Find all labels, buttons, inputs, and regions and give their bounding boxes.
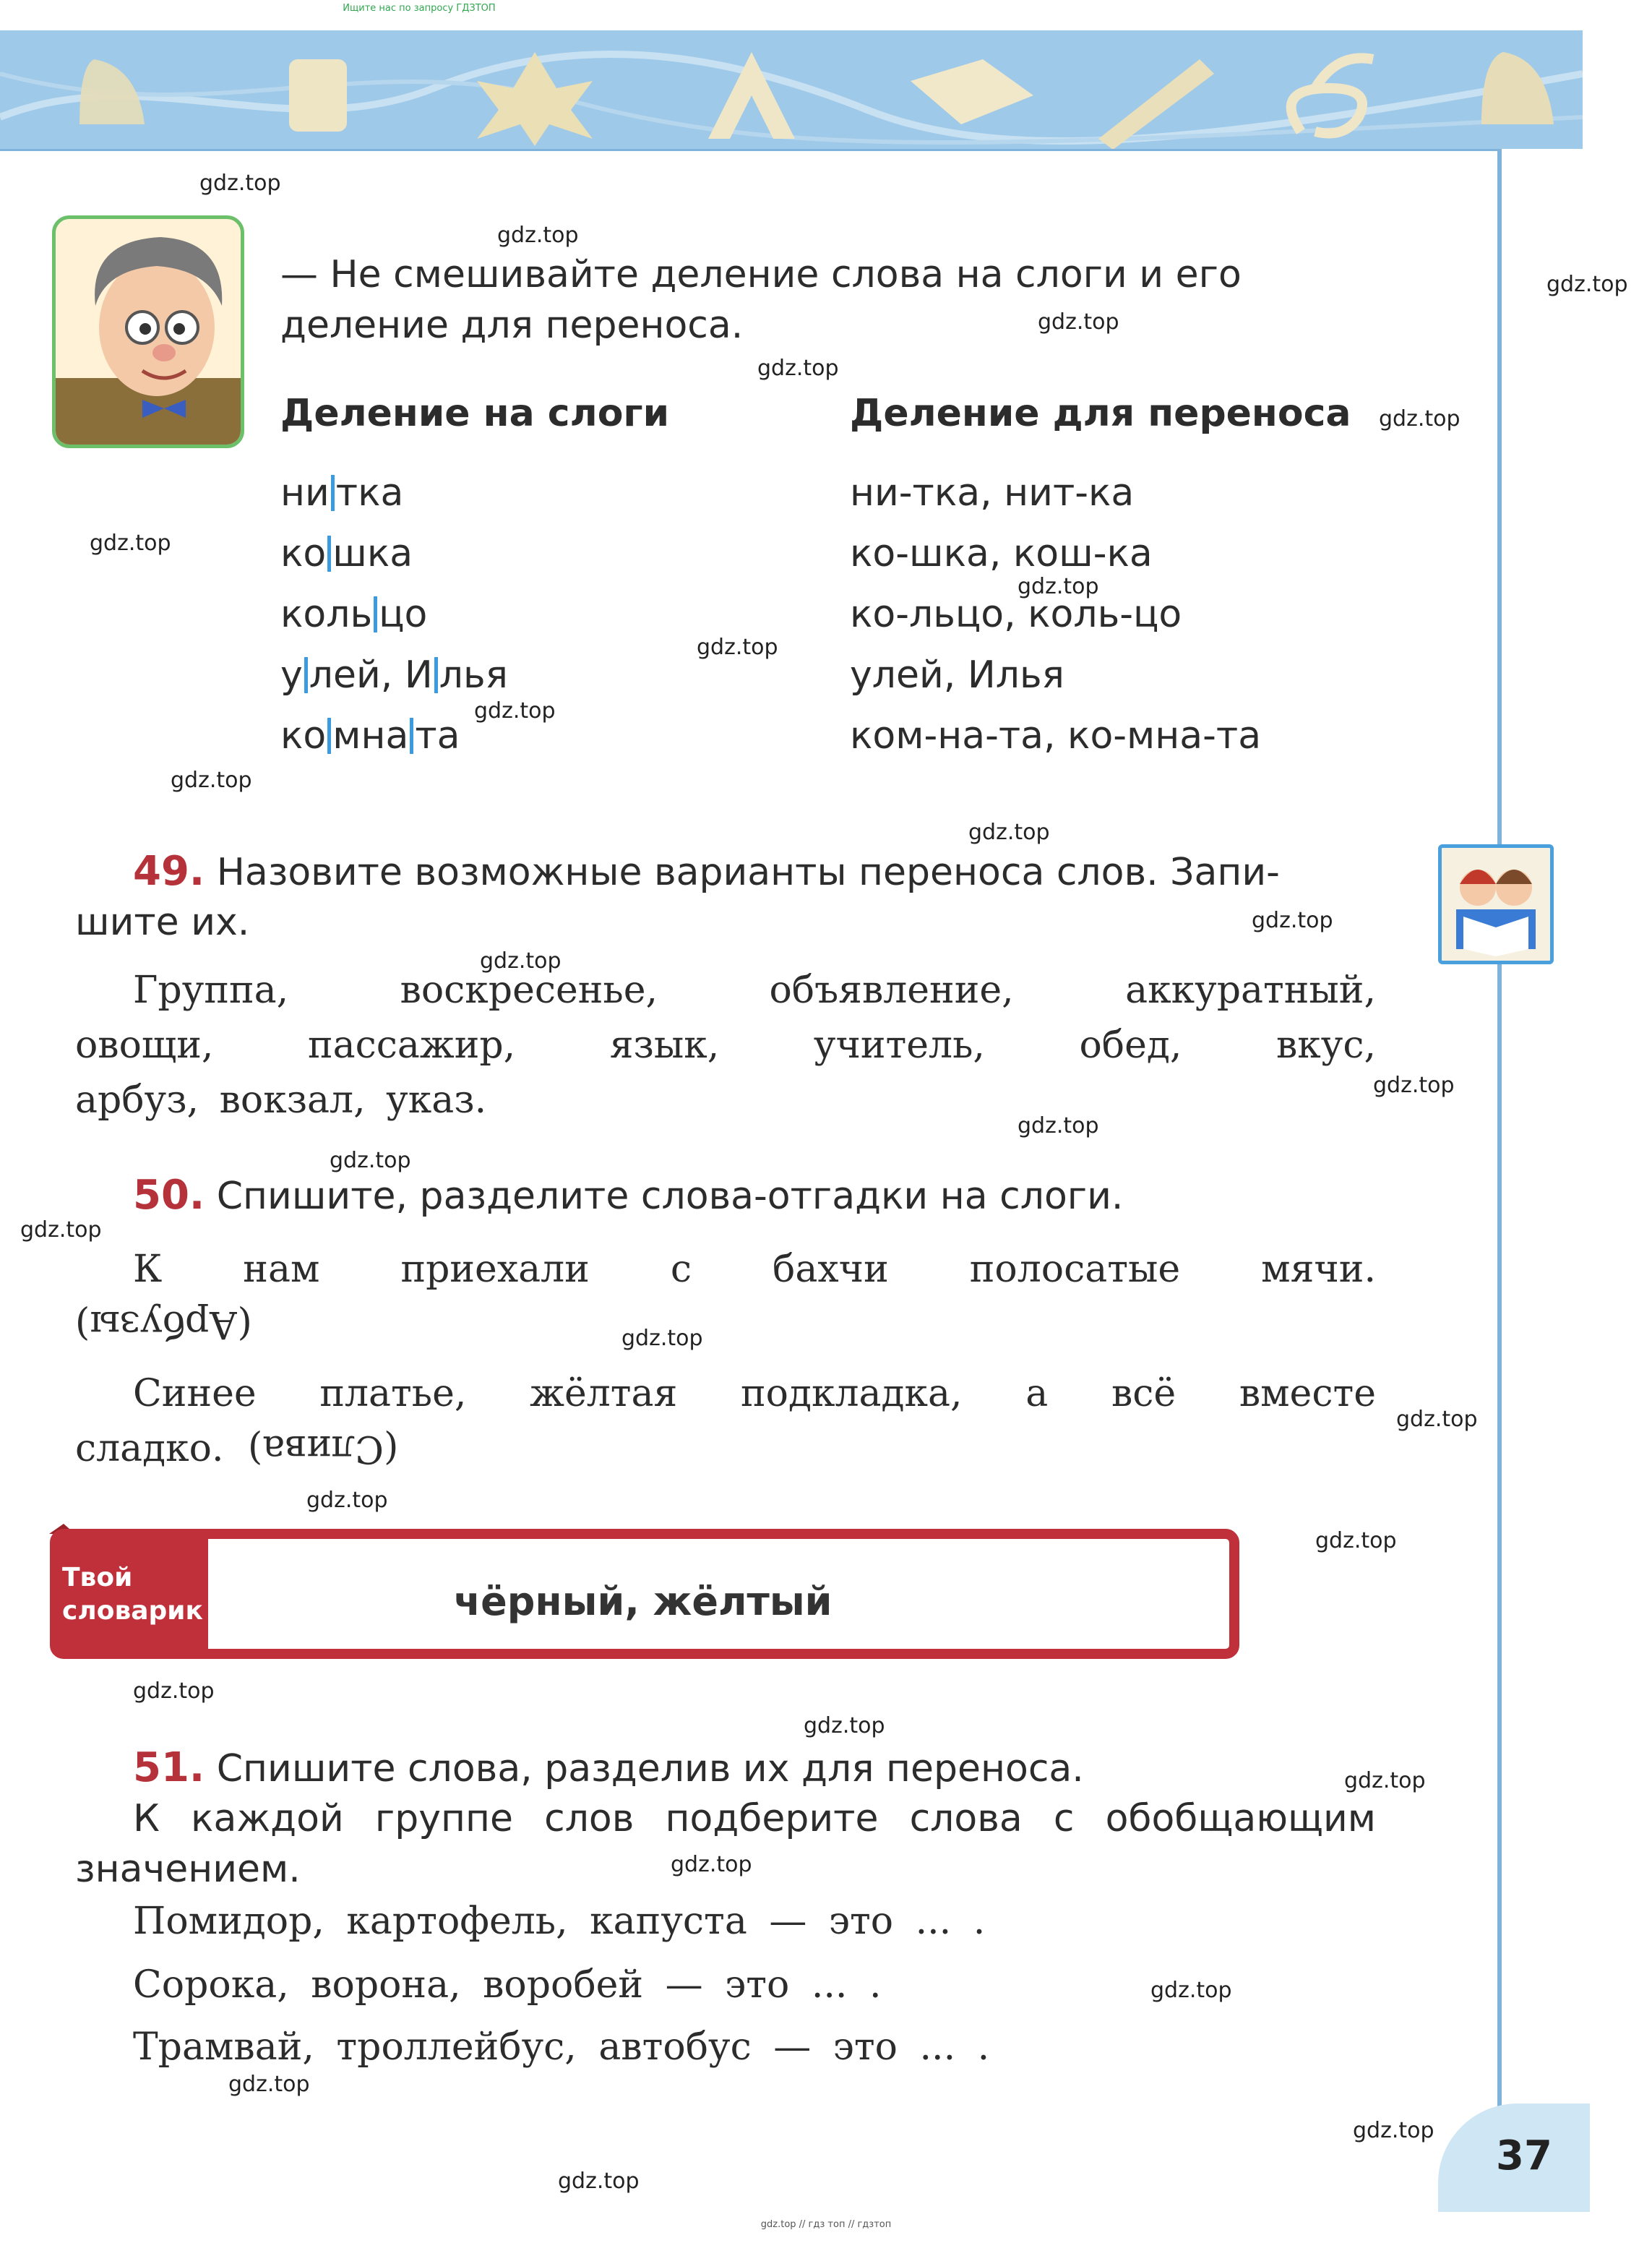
watermark: gdz.top — [1373, 1073, 1455, 1098]
watermark: gdz.top — [1379, 406, 1460, 432]
syllable: коль — [280, 593, 373, 636]
watermark: gdz.top — [757, 356, 839, 381]
syllable: шка — [332, 532, 413, 575]
syllable: та — [415, 714, 460, 758]
watermark: gdz.top — [1546, 272, 1628, 297]
watermark: gdz.top — [1252, 908, 1333, 933]
watermark: gdz.top — [621, 1326, 703, 1351]
watermark: gdz.top — [1344, 1768, 1426, 1793]
ex49-task: Назовите возможные варианты переноса слов. Запи- — [216, 851, 1280, 894]
syllable-row-5 — [280, 710, 460, 762]
watermark: gdz.top — [697, 635, 778, 660]
watermark: gdz.top — [558, 2169, 640, 2194]
watermark: gdz.top — [968, 820, 1050, 845]
hyphen-row-1: ни-тка, нит-ка — [850, 471, 1135, 515]
watermark: gdz.top — [20, 1217, 102, 1243]
ex51-line-1: Помидор, картофель, капуста — это ... . — [133, 1900, 986, 1943]
syllable-divider — [331, 475, 335, 511]
watermark: gdz.top — [90, 531, 171, 556]
watermark: gdz.top — [1353, 2118, 1434, 2143]
syllable: лья — [439, 653, 508, 697]
watermark: gdz.top — [306, 1488, 388, 1513]
bottom-note: gdz.top // гдз топ // гдзтоп — [760, 2219, 892, 2230]
letter-e-icon — [289, 59, 347, 132]
syllable: мна — [332, 714, 409, 758]
syllable-row-4 — [280, 649, 508, 701]
upside-down-answer: (Слива) — [247, 1427, 398, 1470]
syllable-divider — [304, 657, 308, 693]
watermark: gdz.top — [804, 1713, 885, 1738]
ex51-task-line-3: значением. — [75, 1848, 301, 1891]
watermark: gdz.top — [330, 1148, 411, 1173]
syllable: ни — [280, 471, 330, 515]
watermark: gdz.top — [1150, 1978, 1232, 2003]
exercise-number: 49. — [133, 848, 205, 895]
syllable-divider — [327, 536, 331, 572]
book-icon — [911, 59, 1033, 124]
upside-down-answer: (Арбузы) — [75, 1303, 252, 1346]
watermark: gdz.top — [474, 698, 556, 724]
ex51-task: Спишите слова, разделив их для переноса. — [216, 1747, 1084, 1790]
hyphen-row-4: улей, Илья — [850, 653, 1064, 697]
dictionary-label — [62, 1561, 203, 1628]
watermark: gdz.top — [133, 1678, 215, 1704]
kids-reading-icon — [1442, 848, 1550, 961]
syllable: ко — [280, 532, 327, 575]
dictionary-words: чёрный, жёлтый — [454, 1579, 833, 1624]
riddle-text: сладко. — [75, 1427, 224, 1470]
professor-icon — [56, 219, 241, 445]
syllable-row-2 — [280, 528, 413, 580]
syllable-divider — [434, 657, 438, 693]
syllable-divider — [410, 718, 413, 754]
syllable: у — [280, 653, 303, 697]
hyphen-row-5: ком-на-та, ко-мна-та — [850, 714, 1262, 758]
ex50-riddle-1: К нам приехали с бахчи полосатые мячи. — [133, 1248, 1376, 1291]
bell-icon-right — [1481, 52, 1554, 124]
ex51-line-3: Трамвай, троллейбус, автобус — это ... . — [133, 2025, 990, 2069]
exercise-number: 50. — [133, 1172, 205, 1219]
syllable-row-1 — [280, 467, 403, 519]
ex49-words-line-2: овощи, пассажир, язык, учитель, обед, вкус, — [75, 1024, 1376, 1067]
banner-rule — [0, 149, 1502, 151]
exercise-number: 51. — [133, 1744, 205, 1791]
syllable: цо — [379, 593, 428, 636]
reading-kids-icon — [1438, 844, 1554, 964]
syllable-row-3 — [280, 588, 427, 640]
watermark: gdz.top — [228, 2072, 310, 2097]
watermark: gdz.top — [1315, 1528, 1397, 1553]
watermark: gdz.top — [1018, 1113, 1099, 1138]
syllable-divider — [327, 718, 331, 754]
dictionary-label-line-1: Твой — [62, 1563, 133, 1592]
dictionary-label-line-2: словарик — [62, 1596, 203, 1626]
syllable: тка — [335, 471, 404, 515]
page-number: 37 — [1496, 2132, 1552, 2179]
ex50-riddle-1-answer — [75, 1298, 252, 1350]
professor-illustration — [52, 215, 244, 448]
intro-line-2: деление для переноса. — [280, 304, 744, 347]
ex50-task — [133, 1170, 1123, 1222]
hyphen-row-2: ко-шка, кош-ка — [850, 532, 1153, 575]
watermark: gdz.top — [480, 948, 562, 974]
hyphen-row-3: ко-льцо, коль-цо — [850, 593, 1182, 636]
top-note: Ищите нас по запросу ГДЗТОП — [343, 3, 496, 14]
ex51-task-line-1 — [133, 1742, 1084, 1795]
watermark: gdz.top — [199, 171, 281, 196]
watermark: gdz.top — [1038, 309, 1119, 335]
col2-header: Деление для переноса — [850, 392, 1351, 435]
syllable-divider — [374, 596, 377, 632]
watermark: gdz.top — [1396, 1407, 1478, 1432]
margin-rule — [1497, 149, 1502, 2137]
dictionary-box — [49, 1524, 1242, 1660]
ex49-task-line-2: шите их. — [75, 901, 250, 944]
intro-line-1: — Не смешивайте деление слова на слоги и его — [280, 253, 1242, 296]
watermark: gdz.top — [171, 768, 252, 793]
banner-decor — [0, 30, 1583, 149]
ex49-task-line-1 — [133, 846, 1376, 899]
ex51-line-2: Сорока, ворона, воробей — это ... . — [133, 1963, 882, 2007]
syllable: лей, И — [309, 653, 433, 697]
header-banner — [0, 30, 1583, 149]
ex50-riddle-2-line-2 — [75, 1423, 398, 1475]
watermark: gdz.top — [1018, 574, 1099, 599]
watermark: gdz.top — [497, 223, 579, 248]
ex50-task-text: Спишите, разделите слова-отгадки на слоги. — [216, 1175, 1124, 1218]
ex51-task-line-2: К каждой группе слов подберите слова с обобщающим — [133, 1797, 1376, 1840]
ex49-words-line-1: Группа, воскресенье, объявление, аккуратный, — [133, 969, 1376, 1012]
syllable: ко — [280, 714, 327, 758]
bell-icon — [79, 59, 145, 124]
ex50-riddle-2-line-1: Синее платье, жёлтая подкладка, а всё вместе — [133, 1372, 1376, 1415]
watermark: gdz.top — [671, 1852, 752, 1877]
col1-header: Деление на слоги — [280, 392, 670, 435]
ex49-words-line-3: арбуз, вокзал, указ. — [75, 1078, 487, 1122]
